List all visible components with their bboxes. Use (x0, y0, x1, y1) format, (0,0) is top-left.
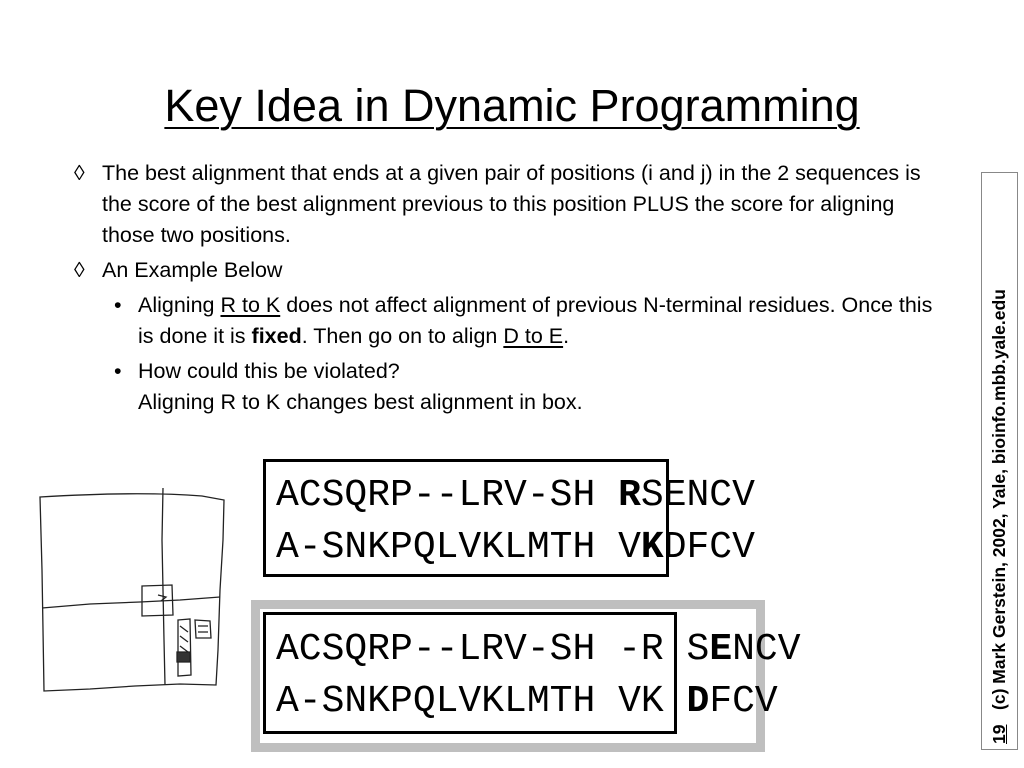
sequence-left: A-SNKPQLVKLMTH (276, 526, 596, 569)
alignment-2-row-2 (276, 676, 778, 728)
dot-bullet-icon: • (114, 359, 122, 383)
diamond-bullet-icon: ◊ (74, 161, 85, 185)
bullet-text: The best alignment that ends at a given pair of positions (i and j) in the 2 sequences is the score of the best alignment previous to this position PLUS the score for aligning those two positions. (102, 161, 921, 247)
sequence-right: NCV (732, 628, 801, 671)
highlighted-residue: R (618, 474, 641, 517)
dp-matrix-sketch (30, 480, 230, 700)
bullet-text: An Example Below (102, 258, 283, 282)
sub-bullet-line: Aligning R to K changes best alignment in box. (138, 390, 583, 414)
sequence-mid: VK (618, 680, 664, 723)
fixed-emphasis: fixed (251, 324, 302, 348)
sequence-pre: S (686, 628, 710, 671)
sub-bullet-item (70, 290, 950, 352)
diamond-bullet-icon: ◊ (74, 258, 85, 282)
alignment-1-row-2 (276, 522, 755, 574)
sub-bullet-text-mid2: . Then go on to align (301, 324, 504, 348)
sequence-mid: -R (618, 628, 664, 671)
sequence-left: ACSQRP--LRV-SH (276, 628, 596, 671)
dot-bullet-icon: • (114, 293, 122, 317)
copyright-credit: (c) Mark Gerstein, 2002, Yale, bioinfo.mbb.yale.edu (989, 289, 1009, 710)
sub-bullet-text-mid: does not affect alignment of previous N-terminal residues. Once this is done it is (138, 293, 933, 348)
sub-bullet-item (70, 356, 950, 418)
highlighted-residue: E (709, 628, 733, 671)
highlighted-residue: K (640, 526, 664, 569)
slide-title: Key Idea in Dynamic Programming (164, 80, 860, 131)
page-number: 19 (989, 724, 1009, 744)
credit-line (989, 289, 1009, 744)
sequence-pre: V (618, 526, 641, 569)
alignment-2-row-1 (276, 624, 801, 676)
highlighted-residue: D (686, 680, 710, 723)
bullet-list (70, 158, 950, 422)
alignment-1-row-1 (276, 470, 755, 522)
sequence-right: SENCV (640, 474, 755, 517)
sub-bullet-text-pre: Aligning (138, 293, 221, 317)
sub-bullet-text-post: . (563, 324, 570, 348)
sequence-right: FCV (709, 680, 778, 723)
bullet-item (70, 255, 950, 286)
r-to-k-link: R to K (220, 293, 281, 317)
bullet-item (70, 158, 950, 251)
d-to-e-link: D to E (503, 324, 564, 348)
sequence-left: A-SNKPQLVKLMTH (276, 680, 596, 723)
sequence-right: DFCV (663, 526, 755, 569)
sub-bullet-line: How could this be violated? (138, 359, 400, 383)
sequence-left: ACSQRP--LRV-SH (276, 474, 596, 517)
